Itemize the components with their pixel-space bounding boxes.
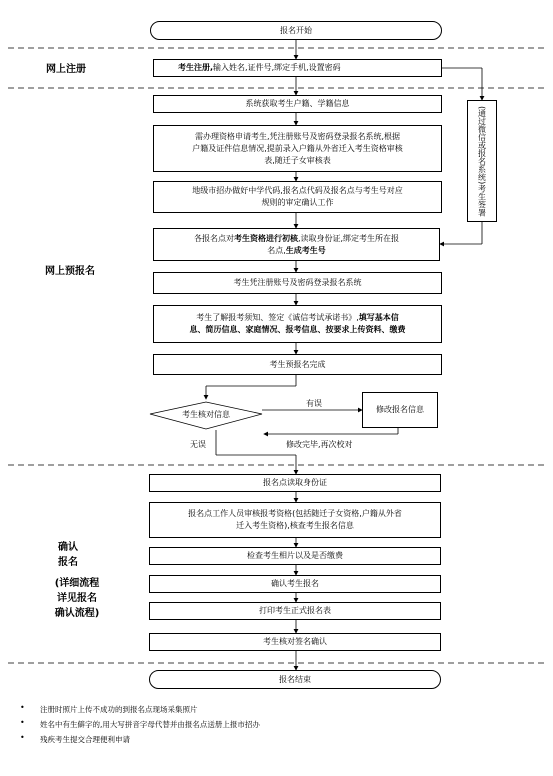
step-read-id: 报名点读取身份证 [149,474,441,492]
section-confirm-line1: 确认 [58,542,78,553]
section-confirm [42,540,112,621]
side-sign-box: (通过微信或报名系统)考生签署 [467,100,497,222]
step-city-confirm: 地级市招办做好中学代码,报名点代码及报名点与考生号对应 规则的审定确认工作 [153,181,442,213]
step-review-qualification: 报名点工作人员审核报考资格(包括随迁子女资格,户籍从外省 迁入考生资格),核查考生报名信息 [149,502,441,538]
section-register: 网上注册 [46,64,86,75]
section-confirm-line2: 报名 [58,557,78,568]
section-prereg: 网上预报名 [45,266,95,277]
step-prereg-done: 考生预报名完成 [153,354,442,375]
step-register [153,59,442,77]
step-fill-info: 考生了解报考须知、签定《诚信考试承诺书》,填写基本信 息、简历信息、家庭情况、报考信息、按要求上传资料、缴费 [153,305,442,343]
bullet-icon: • [20,733,25,742]
label-correct: 无误 [190,440,206,449]
label-wrong: 有误 [306,399,322,408]
label-recheck: 修改完毕,再次校对 [286,440,353,449]
step-register-text: 输入姓名,证件号,绑定手机,设置密码 [213,63,341,72]
end-terminal [149,670,441,689]
start-label: 报名开始 [280,25,312,35]
step-print-form: 打印考生正式报名表 [149,602,441,620]
end-label: 报名结束 [279,674,311,684]
step-get-info-text: 系统获取考生户籍、学籍信息 [245,99,350,108]
step-qualification-apply: 需办理资格申请考生,凭注册账号及密码登录报名系统,根据 户籍及证件信息情况,提前录入户籍从外省迁入考生资格审核 表,随迁子女审核表 [153,125,442,172]
step-get-info [153,95,442,113]
start-terminal [150,21,442,40]
step-register-bold: 考生注册, [178,63,214,72]
step-modify: 修改报名信息 [362,392,438,428]
step-sign-confirm: 考生核对签名确认 [149,633,441,651]
note-2: 姓名中有生僻字的,用大写拼音字母代替并由报名点送册上报市招办 [40,720,260,729]
step-check-photo: 检查考生相片以及是否缴费 [149,547,441,565]
bullet-icon: • [20,703,25,712]
section-confirm-line4: 详见报名 [57,593,97,604]
bullet-icon: • [20,718,25,727]
section-confirm-line5: 确认流程) [54,608,100,619]
note-1: 注册时照片上传不成功的到报名点现场采集照片 [40,705,198,714]
section-confirm-line3: (详细流程 [54,578,100,589]
note-3: 残疾考生提交合理便利申请 [40,735,130,744]
step-initial-check: 各报名点对考生资格进行初核,读取身份证,绑定考生所在报 名点,生成考生号 [153,228,440,261]
step-login: 考生凭注册账号及密码登录报名系统 [153,272,442,294]
step-confirm-reg: 确认考生报名 [149,575,441,593]
decision-label: 考生核对信息 [182,410,230,419]
